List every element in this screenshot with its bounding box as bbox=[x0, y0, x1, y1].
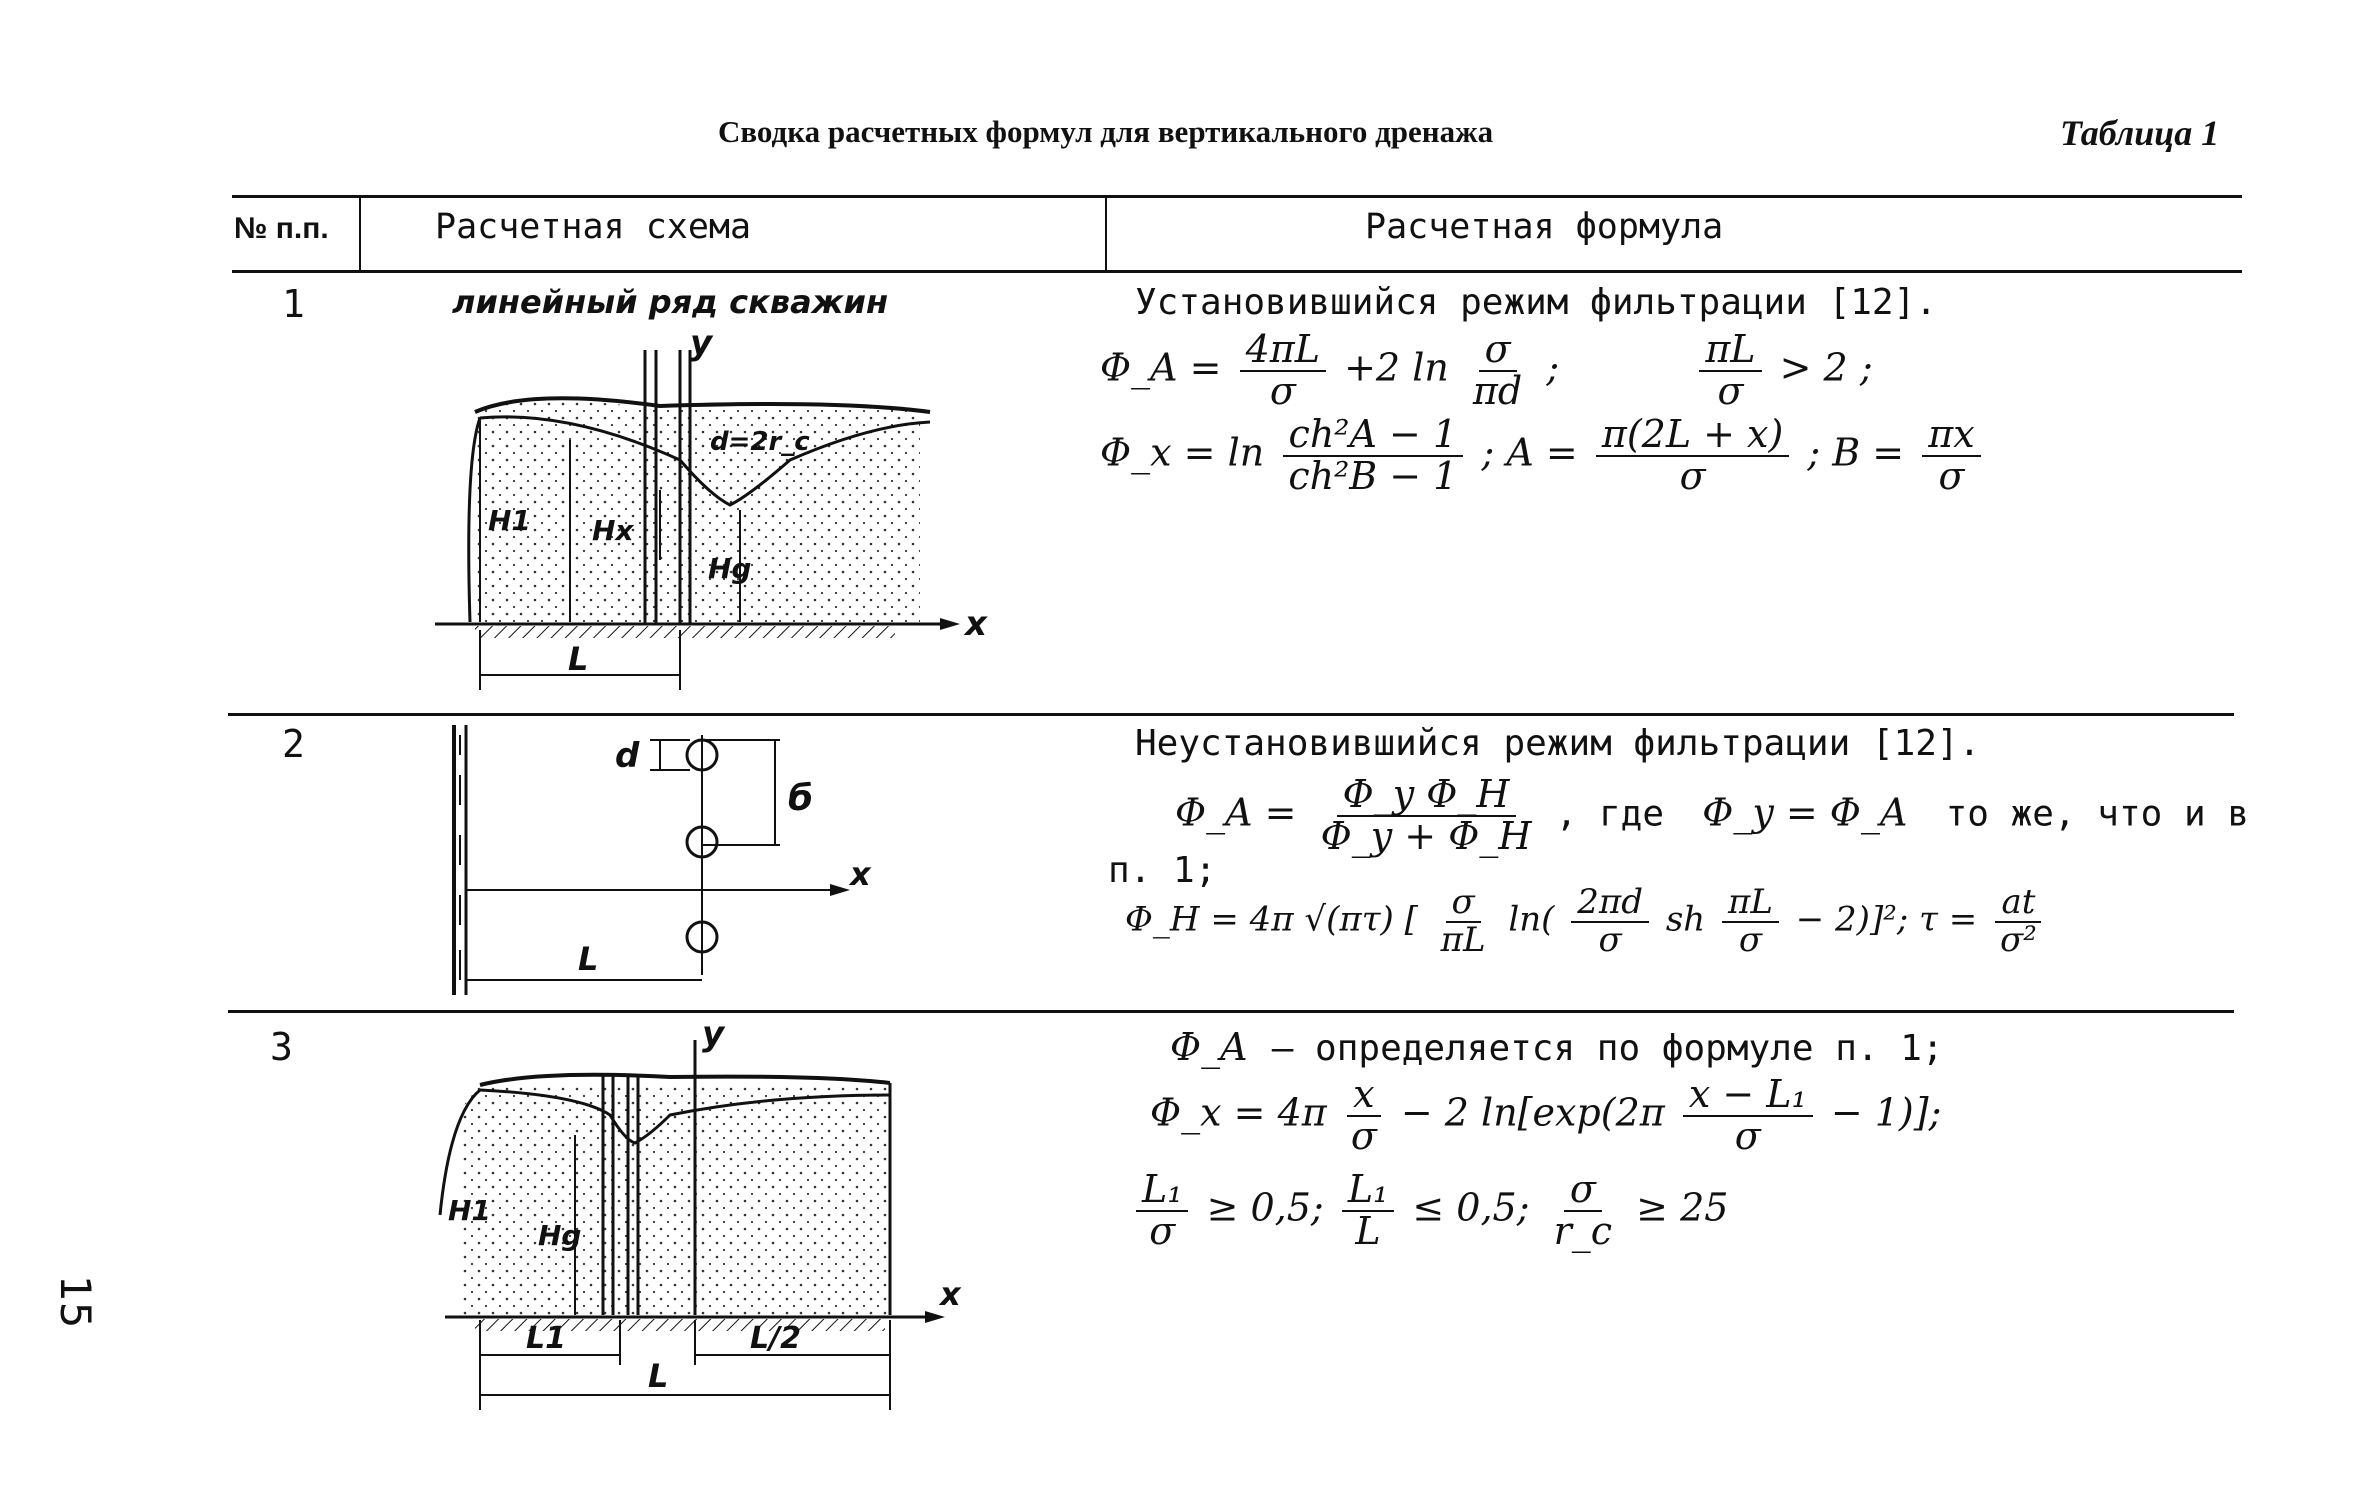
row-1-d-label: d=2r_c bbox=[710, 427, 810, 457]
page-number: 15 bbox=[51, 1275, 100, 1329]
row-3-formula-line-2: Φ_x = 4π $\frac{x}{\sigma}$ − 2 ln[exp(2π $\frac{\text{x − L₁}}{\sigma}$ − 1)]; bbox=[1150, 1072, 1942, 1158]
row-3-Hg-label: Hg bbox=[538, 1219, 582, 1252]
row-2-formula-line-2: п. 1; bbox=[1108, 850, 1217, 891]
row-2-scheme-diagram bbox=[420, 715, 980, 1005]
row-1-number: 1 bbox=[282, 282, 305, 326]
row-3-L-label: L bbox=[648, 1357, 669, 1395]
row-3-number: 3 bbox=[270, 1025, 293, 1069]
row-2-sigma-label: б bbox=[788, 778, 814, 819]
row-2-formula-line-3: Φ_H = 4π √(πτ) [ $\frac{\sigma}{\pi L}$ ln( $\frac{2\pi d}{\sigma}$ sh $\frac{\pi L}{\sigma}$ − 2)]²; τ = $\frac{at}{\text{σ²}}$ bbox=[1125, 885, 2049, 958]
header-divider-2 bbox=[1105, 198, 1107, 270]
row-1-y-axis-label: y bbox=[690, 323, 713, 363]
row-2-x-axis-label: x bbox=[850, 855, 871, 893]
row-1-formula-line-2: Φ_x = ln $\frac{\text{ch²A − 1}}{\text{ch²B − 1}}$ ; A = $\frac{\pi(2L + x)}{\sigma}$ ; B = $\frac{\pi x}{\sigma}$ bbox=[1100, 415, 1987, 497]
row-1-formula-title: Установившийся режим фильтрации [12]. bbox=[1135, 282, 1937, 323]
header-num: № п.п. bbox=[234, 212, 329, 245]
header-scheme: Расчетная схема bbox=[435, 207, 752, 247]
row-2-number: 2 bbox=[282, 722, 305, 766]
table-caption: Сводка расчетных формул для вертикального дренажа bbox=[718, 114, 1494, 149]
header-divider-1 bbox=[359, 198, 361, 270]
row-3-H1-label: H1 bbox=[448, 1194, 491, 1227]
row-1-scheme-title: линейный ряд скважин bbox=[452, 283, 889, 321]
table-top-rule bbox=[232, 195, 2242, 198]
row-3-x-axis-label: x bbox=[940, 1275, 961, 1313]
row-1-L-label: L bbox=[568, 640, 589, 678]
row-3-formula-line-3: $\frac{\text{L₁}}{\sigma}$ ≥ 0,5; $\frac{\text{L₁}}{L}$ ≤ 0,5; $\frac{\sigma}{r\_c}$ ≥ 25 bbox=[1130, 1170, 1728, 1252]
row-rule-2 bbox=[228, 1010, 2234, 1013]
row-2-formula-line-1: Φ_A = $\frac{\text{Φ\_y Φ\_H}}{\Phi\_y + \Phi\_H}$ , где Φ_y = Φ_A то же, что и в bbox=[1175, 772, 2250, 858]
row-3-L2-label: L/2 bbox=[750, 1321, 801, 1356]
header-bottom-rule bbox=[232, 270, 2242, 273]
row-3-formula-line-1: Φ_A – определяется по формуле п. 1; bbox=[1170, 1025, 1944, 1069]
row-3-y-axis-label: y bbox=[702, 1014, 725, 1054]
row-1-x-axis-label: x bbox=[965, 604, 987, 644]
row-2-L-label: L bbox=[578, 940, 599, 978]
row-3-scheme-diagram bbox=[420, 1015, 980, 1415]
row-1-Hx-label: Hx bbox=[592, 514, 634, 547]
row-1-H1-label: H1 bbox=[488, 504, 531, 537]
row-3-L1-label: L1 bbox=[526, 1321, 566, 1356]
row-1-scheme-diagram bbox=[420, 323, 987, 710]
header-formula: Расчетная формула bbox=[1365, 207, 1724, 247]
table-label: Таблица 1 bbox=[2060, 113, 2220, 153]
row-1-formula-line-1: Φ_A = $\frac{4\pi L}{\sigma}$ +2 ln $\frac{\sigma}{\pi d}$ ; $\frac{\pi L}{\sigma}$ > 2 ; bbox=[1100, 327, 1873, 413]
row-1-Hg-label: Hg bbox=[708, 552, 752, 585]
row-2-d-label: d bbox=[615, 736, 640, 776]
row-2-formula-title: Неустановившийся режим фильтрации [12]. bbox=[1135, 723, 1981, 764]
